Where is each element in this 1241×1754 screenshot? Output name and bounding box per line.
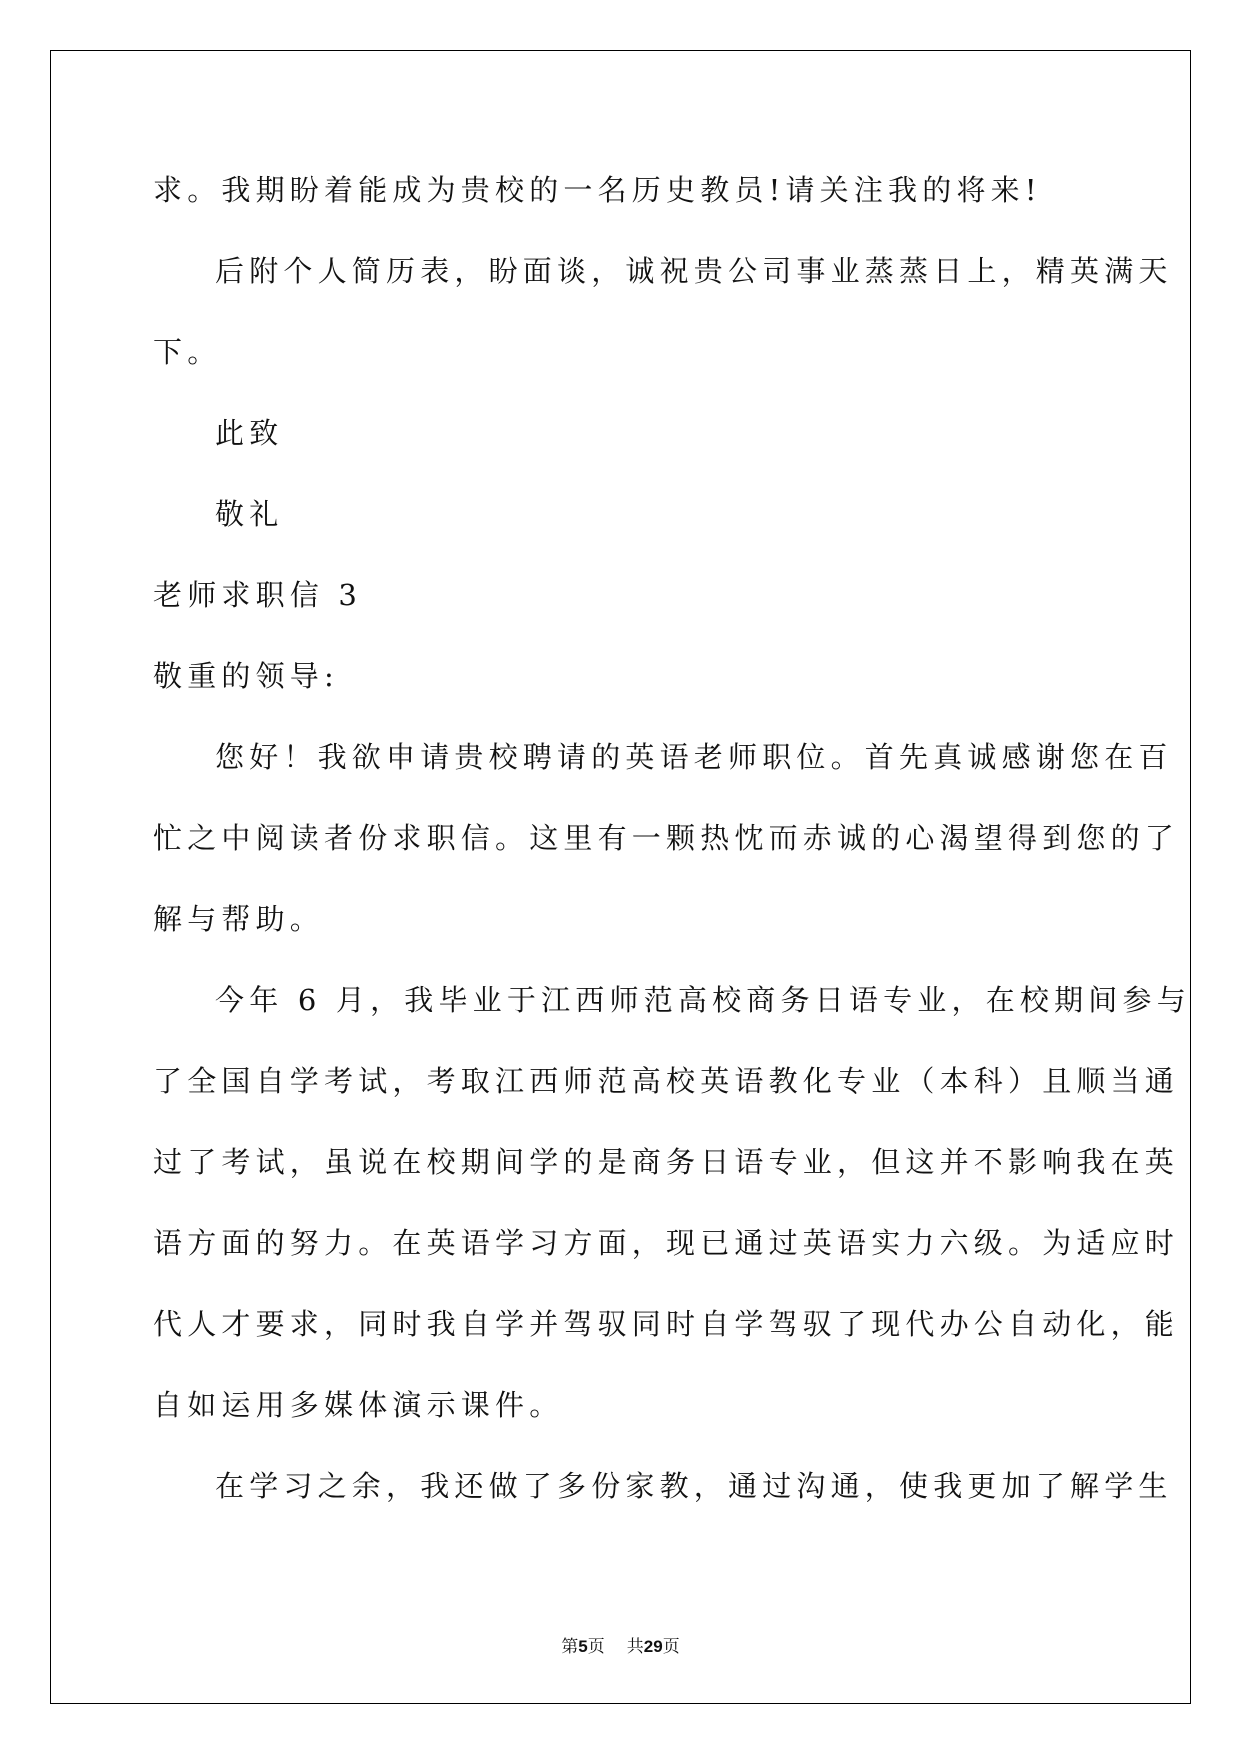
total-suffix: 页	[662, 1637, 680, 1657]
text-line: 今年 6 月，我毕业于江西师范高校商务日语专业，在校期间参与	[215, 983, 1191, 1017]
text-line: 求。我期盼着能成为贵校的一名历史教员!请关注我的将来!	[153, 173, 1042, 207]
text-line: 解与帮助。	[153, 902, 325, 936]
text-line: 下。	[153, 335, 222, 369]
page-prefix: 第	[561, 1637, 579, 1657]
text-line: 语方面的努力。在英语学习方面，现已通过英语实力六级。为适应时	[153, 1226, 1180, 1260]
text-line: 过了考试，虽说在校期间学的是商务日语专业，但这并不影响我在英	[153, 1145, 1180, 1179]
closing-regards: 敬礼	[215, 497, 284, 531]
total-prefix: 共	[626, 1637, 644, 1657]
page-suffix: 页	[587, 1637, 605, 1657]
text-line: 后附个人简历表，盼面谈，诚祝贵公司事业蒸蒸日上，精英满天	[215, 254, 1173, 288]
text-line: 在学习之余，我还做了多份家教，通过沟通，使我更加了解学生	[215, 1469, 1173, 1503]
page-number: 5	[578, 1637, 588, 1656]
greeting: 敬重的领导:	[153, 659, 339, 693]
page-footer	[0, 1632, 1241, 1657]
text-line: 代人才要求，同时我自学并驾驭同时自学驾驭了现代办公自动化，能	[153, 1307, 1180, 1341]
total-pages: 29	[643, 1637, 663, 1656]
text-line: 自如运用多媒体演示课件。	[153, 1388, 564, 1422]
closing-salutation: 此致	[215, 416, 284, 450]
page-border	[50, 50, 1191, 1704]
text-line: 了全国自学考试，考取江西师范高校英语教化专业（本科）且顺当通	[153, 1064, 1180, 1098]
text-line: 您好！我欲申请贵校聘请的英语老师职位。首先真诚感谢您在百	[215, 740, 1173, 774]
section-title: 老师求职信 3	[153, 578, 363, 612]
text-line: 忙之中阅读者份求职信。这里有一颗热忱而赤诚的心渴望得到您的了	[153, 821, 1180, 855]
